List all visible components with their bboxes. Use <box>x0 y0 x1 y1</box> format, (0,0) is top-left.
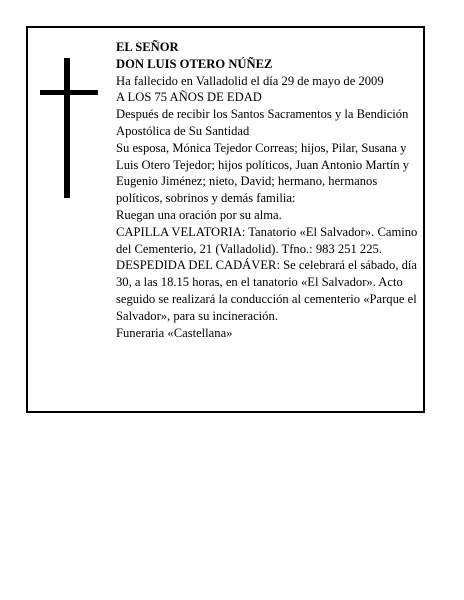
prayer-line: Ruegan una oración por su alma. <box>116 207 282 222</box>
family-line: Su esposa, Mónica Tejedor Correas; hijos, Pilar, Susana y Luis Otero Tejedor; hijos políticos, Juan Antonio Martín y Eugenio Jiménez; nieto, David; hermano, hermanos políticos, sobrinos y demás familia: <box>116 140 410 206</box>
death-date-line: Ha fallecido en Valladolid el día 29 de mayo de 2009 <box>116 73 384 88</box>
cross-vertical-bar <box>64 58 70 198</box>
obituary-text <box>116 39 424 341</box>
title-line-1: EL SEÑOR <box>116 40 179 54</box>
farewell-line: DESPEDIDA DEL CADÁVER: Se celebrará el sábado, día 30, a las 18.15 horas, en el tanatorio «El Salvador». Acto seguido se realizará la conducción al cementerio «Parque el Salvador», para su incineración. <box>116 258 418 323</box>
chapel-line: CAPILLA VELATORIA: Tanatorio «El Salvador». Camino del Cementerio, 21 (Valladolid). Tfno.: 983 251 225. <box>116 224 418 256</box>
deceased-name: DON LUIS OTERO NÚÑEZ <box>116 56 273 71</box>
funeral-home-line: Funeraria «Castellana» <box>116 325 233 340</box>
cross-icon <box>40 58 96 198</box>
obituary-notice <box>26 26 425 413</box>
cross-horizontal-bar <box>40 90 98 95</box>
age-line: A LOS 75 AÑOS DE EDAD <box>116 90 262 105</box>
sacraments-line: Después de recibir los Santos Sacramentos y la Bendición Apostólica de Su Santidad <box>116 107 409 138</box>
